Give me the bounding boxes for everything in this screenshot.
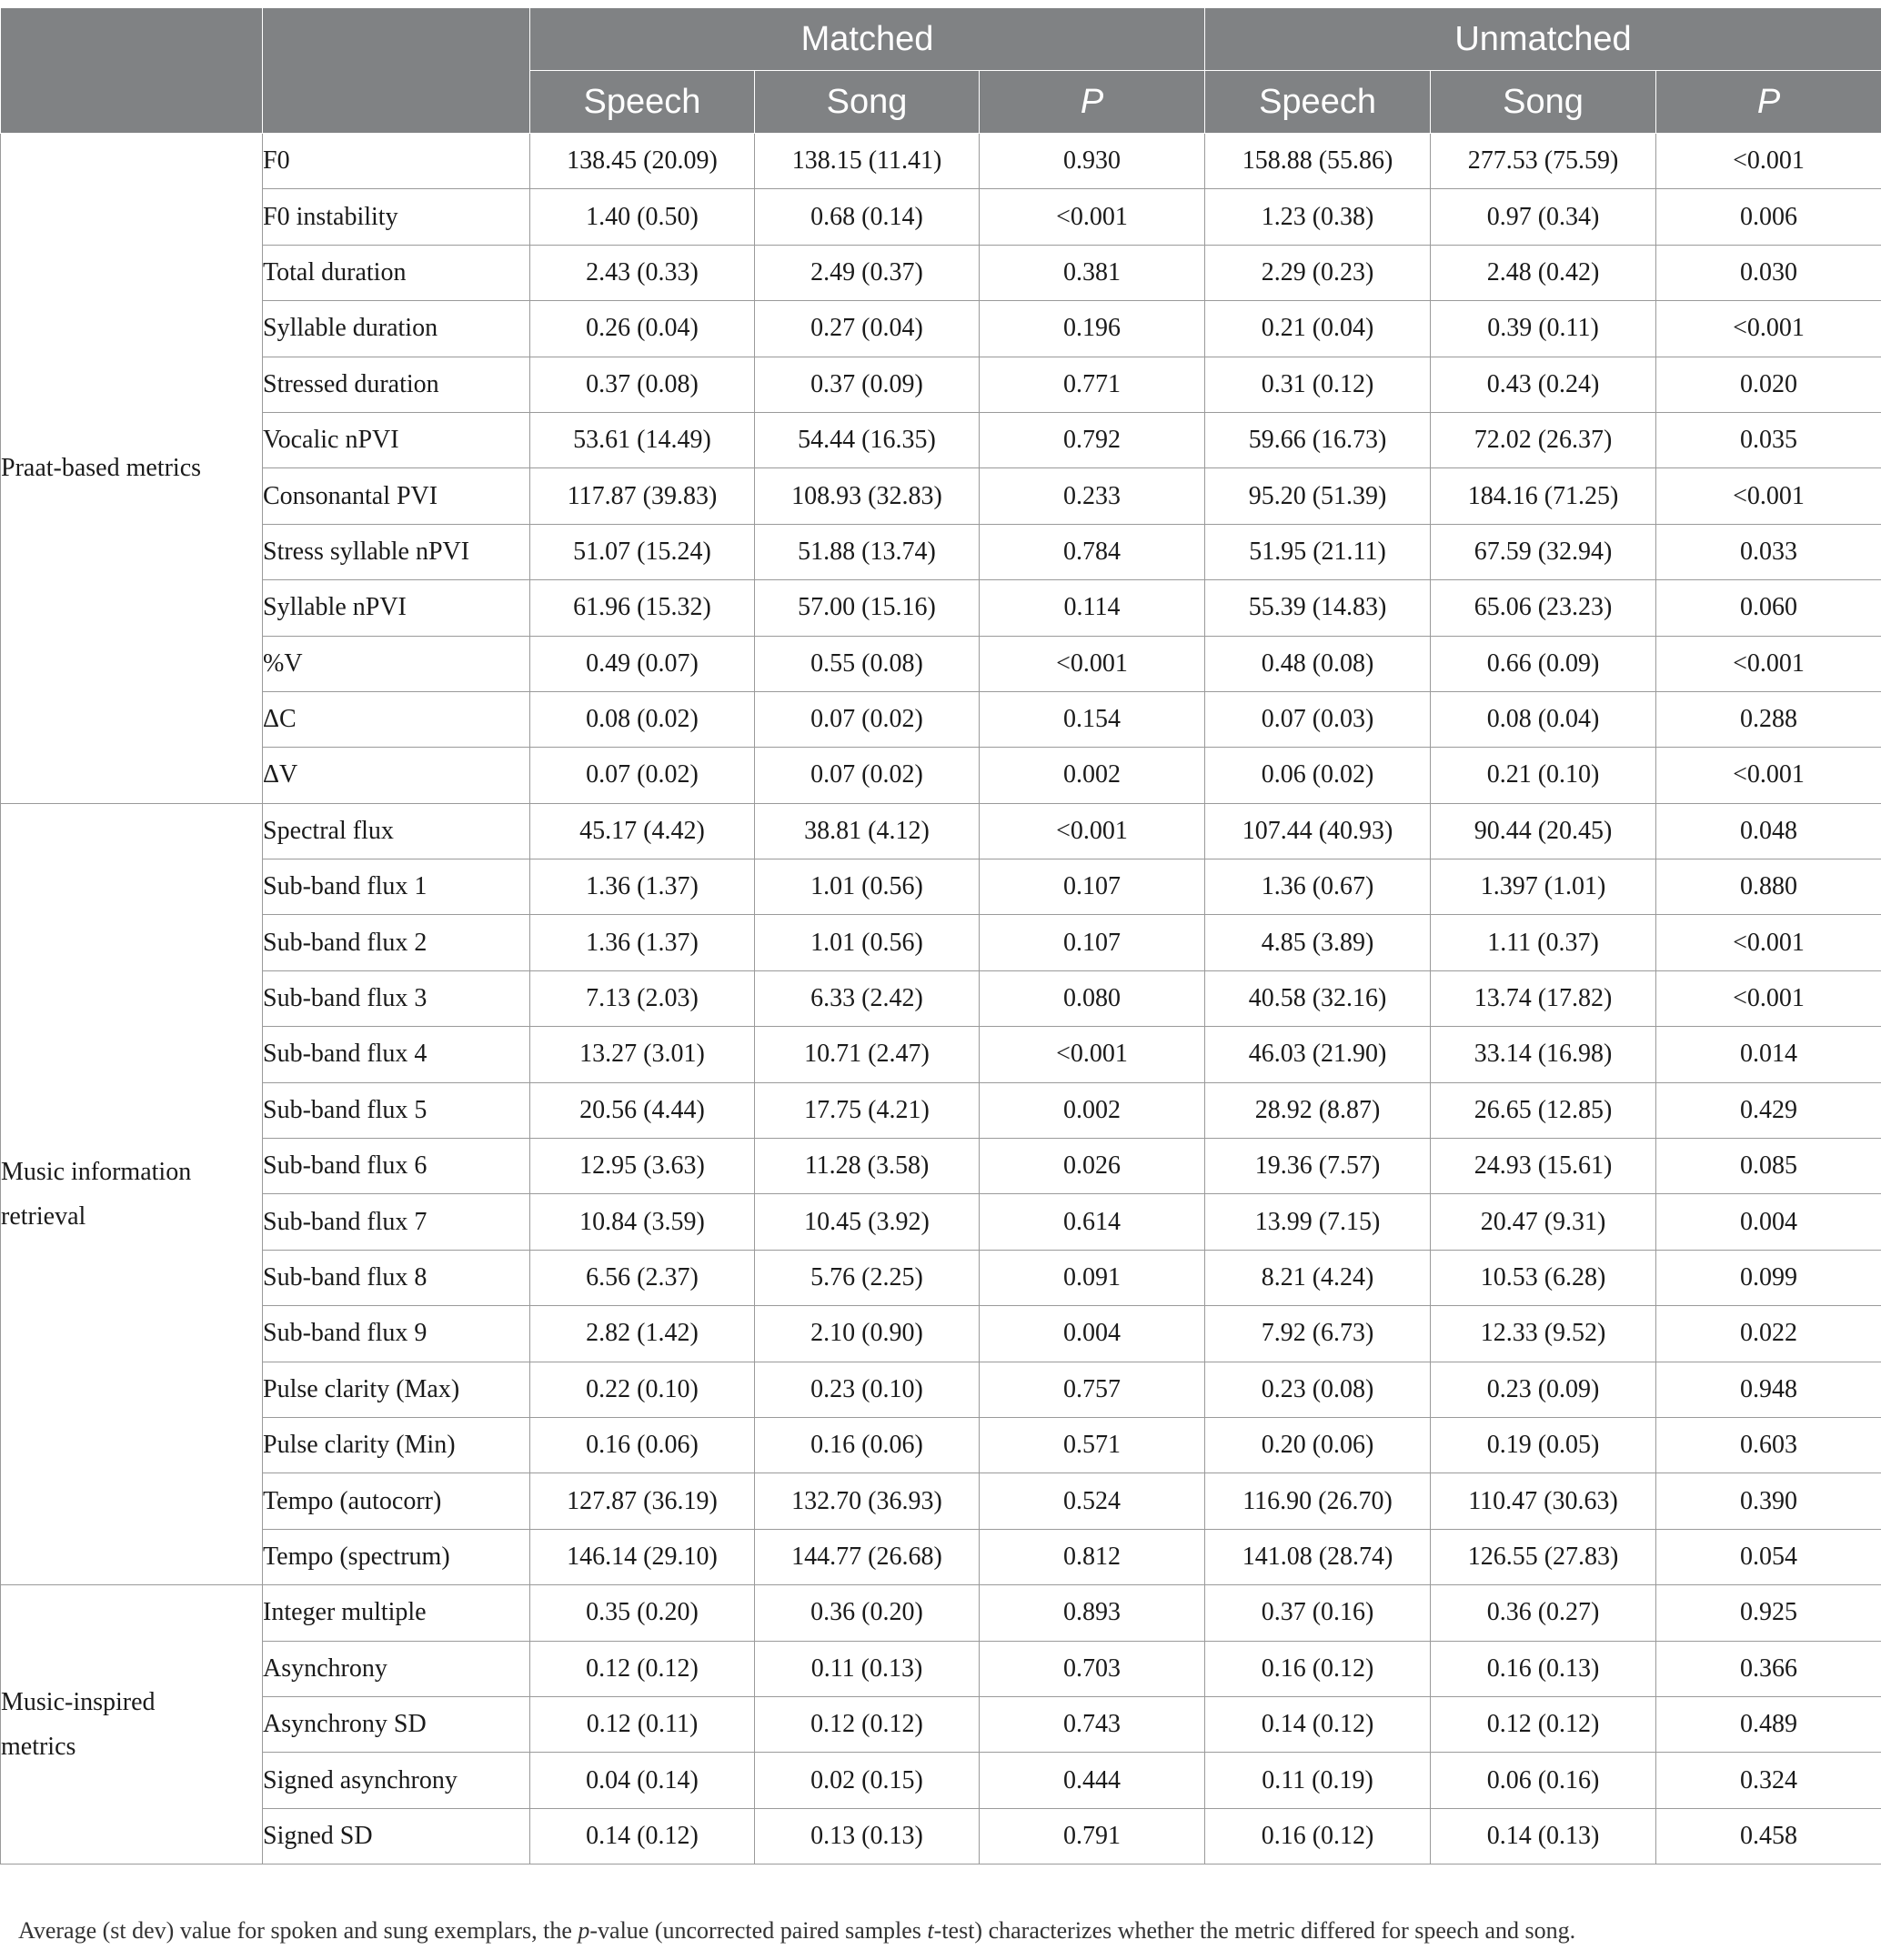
value-cell: 0.033 bbox=[1656, 524, 1881, 579]
value-cell: 67.59 (32.94) bbox=[1431, 524, 1656, 579]
value-cell: 24.93 (15.61) bbox=[1431, 1139, 1656, 1194]
metrics-table bbox=[0, 7, 1881, 1865]
table-row bbox=[1, 1585, 1881, 1641]
metric-name: Syllable duration bbox=[263, 301, 530, 357]
value-cell: 0.054 bbox=[1656, 1529, 1881, 1584]
value-cell: 0.12 (0.12) bbox=[755, 1696, 980, 1752]
value-cell: 0.11 (0.13) bbox=[755, 1641, 980, 1696]
header-row-groups bbox=[1, 8, 1881, 71]
value-cell: 0.030 bbox=[1656, 245, 1881, 300]
metric-name: Signed asynchrony bbox=[263, 1753, 530, 1808]
table-row bbox=[1, 1194, 1881, 1250]
value-cell: 127.87 (36.19) bbox=[530, 1473, 755, 1529]
value-cell: 46.03 (21.90) bbox=[1205, 1027, 1431, 1082]
caption-t-italic: t bbox=[927, 1917, 934, 1944]
caption-p-italic: p bbox=[578, 1917, 590, 1944]
value-cell: <0.001 bbox=[980, 1027, 1205, 1082]
value-cell: 0.20 (0.06) bbox=[1205, 1417, 1431, 1473]
table-row bbox=[1, 245, 1881, 300]
value-cell: 0.233 bbox=[980, 468, 1205, 524]
table-row bbox=[1, 1808, 1881, 1864]
value-cell: 0.13 (0.13) bbox=[755, 1808, 980, 1864]
value-cell: 146.14 (29.10) bbox=[530, 1529, 755, 1584]
metric-name: Vocalic nPVI bbox=[263, 412, 530, 467]
value-cell: 12.95 (3.63) bbox=[530, 1139, 755, 1194]
table-row bbox=[1, 1306, 1881, 1362]
value-cell: 51.88 (13.74) bbox=[755, 524, 980, 579]
value-cell: 0.060 bbox=[1656, 580, 1881, 636]
table-header bbox=[1, 8, 1881, 134]
value-cell: 0.12 (0.12) bbox=[530, 1641, 755, 1696]
value-cell: 51.07 (15.24) bbox=[530, 524, 755, 579]
table-row bbox=[1, 691, 1881, 747]
value-cell: 65.06 (23.23) bbox=[1431, 580, 1656, 636]
value-cell: 26.65 (12.85) bbox=[1431, 1082, 1656, 1138]
value-cell: 0.489 bbox=[1656, 1696, 1881, 1752]
value-cell: 0.14 (0.12) bbox=[1205, 1696, 1431, 1752]
metric-name: %V bbox=[263, 636, 530, 691]
value-cell: 12.33 (9.52) bbox=[1431, 1306, 1656, 1362]
table-row bbox=[1, 524, 1881, 579]
table-row bbox=[1, 1417, 1881, 1473]
value-cell: <0.001 bbox=[980, 636, 1205, 691]
value-cell: 0.26 (0.04) bbox=[530, 301, 755, 357]
metric-name: Pulse clarity (Max) bbox=[263, 1362, 530, 1417]
table-row bbox=[1, 1753, 1881, 1808]
value-cell: 0.12 (0.12) bbox=[1431, 1696, 1656, 1752]
header-corner-group bbox=[1, 8, 263, 134]
value-cell: 0.37 (0.09) bbox=[755, 357, 980, 412]
value-cell: <0.001 bbox=[1656, 970, 1881, 1026]
value-cell: 0.784 bbox=[980, 524, 1205, 579]
metric-name: Syllable nPVI bbox=[263, 580, 530, 636]
value-cell: 1.01 (0.56) bbox=[755, 915, 980, 970]
value-cell: 0.19 (0.05) bbox=[1431, 1417, 1656, 1473]
group-label-line: Music-inspired bbox=[1, 1688, 156, 1717]
value-cell: 1.397 (1.01) bbox=[1431, 859, 1656, 915]
value-cell: 0.603 bbox=[1656, 1417, 1881, 1473]
metric-name: Sub-band flux 3 bbox=[263, 970, 530, 1026]
table-row bbox=[1, 803, 1881, 859]
value-cell: 0.458 bbox=[1656, 1808, 1881, 1864]
value-cell: 117.87 (39.83) bbox=[530, 468, 755, 524]
value-cell: 277.53 (75.59) bbox=[1431, 134, 1656, 189]
value-cell: 0.757 bbox=[980, 1362, 1205, 1417]
value-cell: 59.66 (16.73) bbox=[1205, 412, 1431, 467]
header-unmatched-p: P bbox=[1656, 71, 1881, 134]
value-cell: 6.33 (2.42) bbox=[755, 970, 980, 1026]
value-cell: 0.16 (0.06) bbox=[755, 1417, 980, 1473]
value-cell: <0.001 bbox=[980, 803, 1205, 859]
group-label-line: metrics bbox=[1, 1733, 76, 1762]
metric-name: Sub-band flux 4 bbox=[263, 1027, 530, 1082]
value-cell: 2.10 (0.90) bbox=[755, 1306, 980, 1362]
table-row bbox=[1, 636, 1881, 691]
metric-name: Asynchrony SD bbox=[263, 1696, 530, 1752]
value-cell: 1.36 (1.37) bbox=[530, 915, 755, 970]
value-cell: 0.035 bbox=[1656, 412, 1881, 467]
value-cell: 116.90 (26.70) bbox=[1205, 1473, 1431, 1529]
value-cell: 0.614 bbox=[980, 1194, 1205, 1250]
metric-name: Signed SD bbox=[263, 1808, 530, 1864]
value-cell: 0.004 bbox=[980, 1306, 1205, 1362]
value-cell: 0.16 (0.06) bbox=[530, 1417, 755, 1473]
value-cell: 1.36 (1.37) bbox=[530, 859, 755, 915]
value-cell: 0.812 bbox=[980, 1529, 1205, 1584]
value-cell: 1.01 (0.56) bbox=[755, 859, 980, 915]
value-cell: 0.66 (0.09) bbox=[1431, 636, 1656, 691]
table-row bbox=[1, 1641, 1881, 1696]
table-row bbox=[1, 357, 1881, 412]
value-cell: 0.97 (0.34) bbox=[1431, 189, 1656, 245]
metric-name: Sub-band flux 2 bbox=[263, 915, 530, 970]
value-cell: 8.21 (4.24) bbox=[1205, 1250, 1431, 1305]
value-cell: 53.61 (14.49) bbox=[530, 412, 755, 467]
header-unmatched-song: Song bbox=[1431, 71, 1656, 134]
value-cell: 51.95 (21.11) bbox=[1205, 524, 1431, 579]
value-cell: 90.44 (20.45) bbox=[1431, 803, 1656, 859]
header-matched-speech: Speech bbox=[530, 71, 755, 134]
value-cell: 1.11 (0.37) bbox=[1431, 915, 1656, 970]
value-cell: 2.43 (0.33) bbox=[530, 245, 755, 300]
value-cell: 33.14 (16.98) bbox=[1431, 1027, 1656, 1082]
value-cell: <0.001 bbox=[1656, 134, 1881, 189]
value-cell: 0.002 bbox=[980, 748, 1205, 803]
value-cell: 0.11 (0.19) bbox=[1205, 1753, 1431, 1808]
value-cell: 0.154 bbox=[980, 691, 1205, 747]
value-cell: 0.68 (0.14) bbox=[755, 189, 980, 245]
header-corner-metric bbox=[263, 8, 530, 134]
value-cell: 20.47 (9.31) bbox=[1431, 1194, 1656, 1250]
value-cell: 0.524 bbox=[980, 1473, 1205, 1529]
header-matched-song: Song bbox=[755, 71, 980, 134]
value-cell: 0.16 (0.12) bbox=[1205, 1641, 1431, 1696]
value-cell: 10.84 (3.59) bbox=[530, 1194, 755, 1250]
value-cell: 0.27 (0.04) bbox=[755, 301, 980, 357]
value-cell: 0.925 bbox=[1656, 1585, 1881, 1641]
value-cell: 0.002 bbox=[980, 1082, 1205, 1138]
value-cell: 0.12 (0.11) bbox=[530, 1696, 755, 1752]
metric-name: Integer multiple bbox=[263, 1585, 530, 1641]
header-unmatched: Unmatched bbox=[1205, 8, 1881, 71]
value-cell: 2.29 (0.23) bbox=[1205, 245, 1431, 300]
value-cell: 158.88 (55.86) bbox=[1205, 134, 1431, 189]
metric-name: ΔV bbox=[263, 748, 530, 803]
value-cell: 1.36 (0.67) bbox=[1205, 859, 1431, 915]
value-cell: 138.45 (20.09) bbox=[530, 134, 755, 189]
value-cell: 0.49 (0.07) bbox=[530, 636, 755, 691]
value-cell: 0.366 bbox=[1656, 1641, 1881, 1696]
value-cell: 38.81 (4.12) bbox=[755, 803, 980, 859]
group-label bbox=[1, 803, 263, 1584]
value-cell: 0.893 bbox=[980, 1585, 1205, 1641]
value-cell: 0.048 bbox=[1656, 803, 1881, 859]
value-cell: 1.40 (0.50) bbox=[530, 189, 755, 245]
value-cell: 0.06 (0.02) bbox=[1205, 748, 1431, 803]
value-cell: 72.02 (26.37) bbox=[1431, 412, 1656, 467]
value-cell: 10.71 (2.47) bbox=[755, 1027, 980, 1082]
value-cell: 0.791 bbox=[980, 1808, 1205, 1864]
table-row bbox=[1, 580, 1881, 636]
value-cell: 45.17 (4.42) bbox=[530, 803, 755, 859]
header-unmatched-speech: Speech bbox=[1205, 71, 1431, 134]
value-cell: 19.36 (7.57) bbox=[1205, 1139, 1431, 1194]
value-cell: 0.14 (0.13) bbox=[1431, 1808, 1656, 1864]
metric-name: Pulse clarity (Min) bbox=[263, 1417, 530, 1473]
metric-name: Sub-band flux 7 bbox=[263, 1194, 530, 1250]
value-cell: 144.77 (26.68) bbox=[755, 1529, 980, 1584]
metric-name: Stress syllable nPVI bbox=[263, 524, 530, 579]
value-cell: 0.771 bbox=[980, 357, 1205, 412]
value-cell: 0.07 (0.02) bbox=[755, 748, 980, 803]
value-cell: 0.06 (0.16) bbox=[1431, 1753, 1656, 1808]
value-cell: 0.14 (0.12) bbox=[530, 1808, 755, 1864]
table-row bbox=[1, 1139, 1881, 1194]
value-cell: 0.22 (0.10) bbox=[530, 1362, 755, 1417]
value-cell: 0.08 (0.04) bbox=[1431, 691, 1656, 747]
table-caption bbox=[18, 1917, 1874, 1945]
value-cell: 0.08 (0.02) bbox=[530, 691, 755, 747]
value-cell: 13.27 (3.01) bbox=[530, 1027, 755, 1082]
metric-name: Sub-band flux 5 bbox=[263, 1082, 530, 1138]
value-cell: 0.026 bbox=[980, 1139, 1205, 1194]
table-row bbox=[1, 1696, 1881, 1752]
value-cell: 0.381 bbox=[980, 245, 1205, 300]
table-row bbox=[1, 412, 1881, 467]
value-cell: 13.99 (7.15) bbox=[1205, 1194, 1431, 1250]
value-cell: 7.92 (6.73) bbox=[1205, 1306, 1431, 1362]
value-cell: 0.04 (0.14) bbox=[530, 1753, 755, 1808]
table-row bbox=[1, 1362, 1881, 1417]
value-cell: 20.56 (4.44) bbox=[530, 1082, 755, 1138]
metric-name: ΔC bbox=[263, 691, 530, 747]
value-cell: 0.55 (0.08) bbox=[755, 636, 980, 691]
value-cell: 0.020 bbox=[1656, 357, 1881, 412]
value-cell: 2.48 (0.42) bbox=[1431, 245, 1656, 300]
value-cell: 0.099 bbox=[1656, 1250, 1881, 1305]
caption-text-2: -value (uncorrected paired samples bbox=[589, 1917, 928, 1944]
table-row bbox=[1, 915, 1881, 970]
value-cell: 0.930 bbox=[980, 134, 1205, 189]
group-label: Praat-based metrics bbox=[1, 134, 263, 804]
value-cell: 0.703 bbox=[980, 1641, 1205, 1696]
value-cell: 0.23 (0.09) bbox=[1431, 1362, 1656, 1417]
table-row bbox=[1, 1250, 1881, 1305]
value-cell: 0.02 (0.15) bbox=[755, 1753, 980, 1808]
value-cell: 0.196 bbox=[980, 301, 1205, 357]
value-cell: 0.43 (0.24) bbox=[1431, 357, 1656, 412]
group-label-line: Music information bbox=[1, 1157, 192, 1186]
metric-name: Sub-band flux 9 bbox=[263, 1306, 530, 1362]
value-cell: 2.49 (0.37) bbox=[755, 245, 980, 300]
value-cell: 0.07 (0.02) bbox=[755, 691, 980, 747]
value-cell: 55.39 (14.83) bbox=[1205, 580, 1431, 636]
table-row bbox=[1, 1082, 1881, 1138]
table-row bbox=[1, 748, 1881, 803]
table-row bbox=[1, 970, 1881, 1026]
table-body bbox=[1, 134, 1881, 1865]
header-matched: Matched bbox=[530, 8, 1205, 71]
value-cell: 132.70 (36.93) bbox=[755, 1473, 980, 1529]
value-cell: 40.58 (32.16) bbox=[1205, 970, 1431, 1026]
value-cell: 0.006 bbox=[1656, 189, 1881, 245]
table-row bbox=[1, 1027, 1881, 1082]
header-matched-p: P bbox=[980, 71, 1205, 134]
table-row bbox=[1, 1529, 1881, 1584]
value-cell: 0.48 (0.08) bbox=[1205, 636, 1431, 691]
value-cell: 0.37 (0.08) bbox=[530, 357, 755, 412]
value-cell: 0.36 (0.20) bbox=[755, 1585, 980, 1641]
value-cell: 108.93 (32.83) bbox=[755, 468, 980, 524]
value-cell: 28.92 (8.87) bbox=[1205, 1082, 1431, 1138]
value-cell: <0.001 bbox=[1656, 748, 1881, 803]
value-cell: 0.21 (0.10) bbox=[1431, 748, 1656, 803]
value-cell: 0.107 bbox=[980, 859, 1205, 915]
value-cell: 126.55 (27.83) bbox=[1431, 1529, 1656, 1584]
value-cell: 61.96 (15.32) bbox=[530, 580, 755, 636]
caption-text-3: -test) characterizes whether the metric differed for speech and song. bbox=[933, 1917, 1576, 1944]
metric-name: Tempo (spectrum) bbox=[263, 1529, 530, 1584]
value-cell: 0.23 (0.08) bbox=[1205, 1362, 1431, 1417]
value-cell: 5.76 (2.25) bbox=[755, 1250, 980, 1305]
value-cell: 11.28 (3.58) bbox=[755, 1139, 980, 1194]
value-cell: 0.085 bbox=[1656, 1139, 1881, 1194]
value-cell: 0.37 (0.16) bbox=[1205, 1585, 1431, 1641]
value-cell: 110.47 (30.63) bbox=[1431, 1473, 1656, 1529]
metric-name: Consonantal PVI bbox=[263, 468, 530, 524]
value-cell: 2.82 (1.42) bbox=[530, 1306, 755, 1362]
value-cell: 0.21 (0.04) bbox=[1205, 301, 1431, 357]
value-cell: 0.948 bbox=[1656, 1362, 1881, 1417]
value-cell: 0.743 bbox=[980, 1696, 1205, 1752]
value-cell: 10.45 (3.92) bbox=[755, 1194, 980, 1250]
value-cell: 0.571 bbox=[980, 1417, 1205, 1473]
value-cell: 0.004 bbox=[1656, 1194, 1881, 1250]
value-cell: 1.23 (0.38) bbox=[1205, 189, 1431, 245]
value-cell: <0.001 bbox=[1656, 301, 1881, 357]
value-cell: 17.75 (4.21) bbox=[755, 1082, 980, 1138]
group-label-line: retrieval bbox=[1, 1201, 86, 1231]
value-cell: 0.091 bbox=[980, 1250, 1205, 1305]
value-cell: 0.324 bbox=[1656, 1753, 1881, 1808]
value-cell: 0.31 (0.12) bbox=[1205, 357, 1431, 412]
metric-name: Sub-band flux 6 bbox=[263, 1139, 530, 1194]
value-cell: 0.880 bbox=[1656, 859, 1881, 915]
group-label bbox=[1, 1585, 263, 1865]
value-cell: 0.022 bbox=[1656, 1306, 1881, 1362]
value-cell: 0.444 bbox=[980, 1753, 1205, 1808]
value-cell: <0.001 bbox=[1656, 468, 1881, 524]
metric-name: Sub-band flux 1 bbox=[263, 859, 530, 915]
value-cell: <0.001 bbox=[1656, 636, 1881, 691]
value-cell: 0.16 (0.12) bbox=[1205, 1808, 1431, 1864]
value-cell: 6.56 (2.37) bbox=[530, 1250, 755, 1305]
value-cell: 0.429 bbox=[1656, 1082, 1881, 1138]
value-cell: 184.16 (71.25) bbox=[1431, 468, 1656, 524]
metric-name: Tempo (autocorr) bbox=[263, 1473, 530, 1529]
value-cell: 0.288 bbox=[1656, 691, 1881, 747]
value-cell: 0.792 bbox=[980, 412, 1205, 467]
metric-name: Spectral flux bbox=[263, 803, 530, 859]
value-cell: 0.390 bbox=[1656, 1473, 1881, 1529]
value-cell: 0.39 (0.11) bbox=[1431, 301, 1656, 357]
table-row bbox=[1, 468, 1881, 524]
metric-name: Total duration bbox=[263, 245, 530, 300]
metric-name: F0 instability bbox=[263, 189, 530, 245]
table-row bbox=[1, 189, 1881, 245]
caption-text-1: Average (st dev) value for spoken and sung exemplars, the bbox=[18, 1917, 578, 1944]
table-row bbox=[1, 859, 1881, 915]
value-cell: 0.014 bbox=[1656, 1027, 1881, 1082]
value-cell: 0.16 (0.13) bbox=[1431, 1641, 1656, 1696]
metric-name: F0 bbox=[263, 134, 530, 189]
table-row bbox=[1, 134, 1881, 189]
value-cell: 141.08 (28.74) bbox=[1205, 1529, 1431, 1584]
value-cell: <0.001 bbox=[1656, 915, 1881, 970]
value-cell: 0.36 (0.27) bbox=[1431, 1585, 1656, 1641]
value-cell: 0.107 bbox=[980, 915, 1205, 970]
value-cell: 57.00 (15.16) bbox=[755, 580, 980, 636]
value-cell: 0.23 (0.10) bbox=[755, 1362, 980, 1417]
value-cell: 138.15 (11.41) bbox=[755, 134, 980, 189]
value-cell: 0.114 bbox=[980, 580, 1205, 636]
metric-name: Stressed duration bbox=[263, 357, 530, 412]
value-cell: 4.85 (3.89) bbox=[1205, 915, 1431, 970]
value-cell: 0.07 (0.03) bbox=[1205, 691, 1431, 747]
table-row bbox=[1, 1473, 1881, 1529]
value-cell: <0.001 bbox=[980, 189, 1205, 245]
value-cell: 0.07 (0.02) bbox=[530, 748, 755, 803]
value-cell: 10.53 (6.28) bbox=[1431, 1250, 1656, 1305]
value-cell: 0.080 bbox=[980, 970, 1205, 1026]
value-cell: 95.20 (51.39) bbox=[1205, 468, 1431, 524]
value-cell: 54.44 (16.35) bbox=[755, 412, 980, 467]
value-cell: 0.35 (0.20) bbox=[530, 1585, 755, 1641]
value-cell: 7.13 (2.03) bbox=[530, 970, 755, 1026]
value-cell: 13.74 (17.82) bbox=[1431, 970, 1656, 1026]
metric-name: Sub-band flux 8 bbox=[263, 1250, 530, 1305]
metric-name: Asynchrony bbox=[263, 1641, 530, 1696]
table-row bbox=[1, 301, 1881, 357]
value-cell: 107.44 (40.93) bbox=[1205, 803, 1431, 859]
